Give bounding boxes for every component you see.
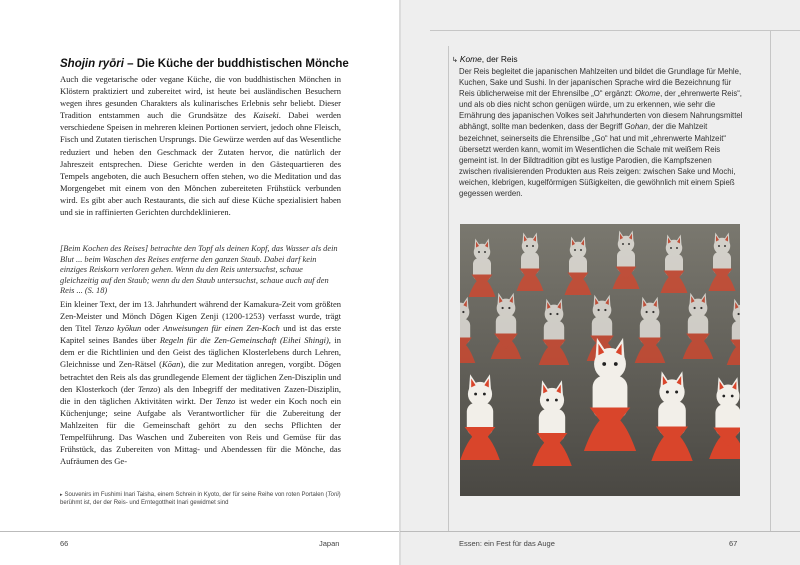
running-footer-section: Japan — [319, 539, 340, 548]
sidebar-top-rule — [430, 30, 800, 31]
sidebar-left-rule — [448, 46, 449, 532]
sidebar-right-rule — [770, 30, 771, 532]
heading-italic: Shojin ryōri — [60, 58, 124, 70]
body-paragraph-1 — [60, 73, 341, 218]
para2-text: Ein kleiner Text, der im 13. Jahrhundert während der Kamakura-Zeit vom größten Zen-Meister und Mönch Dōgen Kigen Zenji (1200-1253) verfasst wurde, trägt den Titel — [60, 299, 341, 334]
photo-caption — [60, 491, 345, 507]
caption-triangle-icon: ▸ — [60, 492, 63, 498]
fox-figurines-photo — [460, 224, 740, 496]
heading-rest: – Die Küche der buddhistischen Mönche — [123, 58, 349, 70]
sidebar-title-italic: Kome — [459, 54, 482, 64]
para2-text: ) als den Inbegriff der meditativen Zazen-Disziplin, die in den täglichen Aktivitäten wirkt. Der — [60, 383, 341, 406]
block-quote: [Beim Kochen des Reises] betrachte den Topf als deinen Kopf, das Wasser als dein Blut ... beim Waschen des Reises entferne den ganzen Staub. Dabei darf kein einziges Reiskorn verloren gehen. Wenn du den Reis untersuchst, schaue gleichzeitig auf den Staub; wenn du den Staub untersuchst, schaue auch auf den Reis ... (S. 18) — [60, 244, 338, 296]
sidebar-text-part: , der „ehrenwerte Reis“, und als ob dies nicht schon genügen würde, um zu erkennen, wie sehr die Ernährung des japanischen Volkes seit Jahrhunderten von diesem Nahrungsmittel abhängt, sollte man bedenken, dass der Begriff — [459, 89, 743, 132]
para2-term: Tenzo kyōkun — [94, 323, 142, 334]
para2-text: und ist das erste Kapitel seines Bandes über — [60, 323, 341, 346]
para2-term: Anweisungen für einen Zen-Koch — [162, 323, 280, 334]
sidebar-text-part: Der Reis begleitet die japanischen Mahlzeiten und bildet die Grundlage für Mehle, Kuchen, Sake und Sushi. In der japanischen Sprache wird die Bezeichnung für Reis üblicherweise mit der Ehrensilbe „O“ ergänzt: — [459, 67, 742, 99]
para1-text: . Dabei werden verschiedene Speisen in mehreren kleinen Portionen serviert, jedoch ohne Fleisch, Fisch und Zutaten tierischen Ursprungs. Die Gewürze werden auf das Wesentliche reduziert und heben den Geschmack der Zutaten hervor, die natürlich der Jahreszeit entsprechen. Diese Gerichte werden in den Gästequartieren des Tempels angeboten, die auch Besuchern offen stehen, wo die Meditation und das Morgengebet mit einem von den Mönchen zubereiteten Frühstück verbunden wird. Es gibt aber auch Restaurants, die sich auf diese Küche spezialisiert haben und sie in raffinierten Gerichten durchdeklinieren. — [60, 110, 341, 218]
para2-text: , in dem er die Richtlinien und den Geist des täglichen Klosterlebens durch Lehren, Gleichnisse und Zen-Rätsel ( — [60, 335, 341, 370]
para2-term: Regeln für die Zen-Gemeinschaft (Eihei Shingi) — [159, 335, 329, 346]
sidebar-term: Okome — [634, 89, 661, 99]
para2-term: Tenzo — [138, 383, 158, 394]
para2-term: Kōan — [161, 359, 181, 370]
para2-term: Tenzo — [215, 395, 236, 406]
para2-text: oder — [141, 323, 163, 334]
sidebar-title-rest: , der Reis — [481, 54, 518, 64]
footer-rule-left — [0, 531, 400, 532]
book-spine — [399, 0, 401, 565]
sidebar-arrow-icon: ↳ — [452, 57, 458, 64]
body-paragraph-2 — [60, 298, 341, 467]
fox-figurines-illustration — [460, 224, 740, 496]
para1-term: Kaiseki — [253, 110, 279, 121]
sidebar-term: Gohan — [624, 122, 648, 132]
page-number-right: 67 — [729, 539, 738, 548]
caption-term: Torii — [327, 492, 339, 498]
footer-rule-right — [400, 531, 800, 532]
page-number-left: 66 — [60, 539, 69, 548]
section-heading — [60, 58, 360, 70]
sidebar-text-part: , der die Mahlzeit bezeichnet, seinerseits die Ehrensilbe „Go“ hat und mit „ehrenwerte Mahlzeit“ übersetzt werden kann, womit im Wesentlichen die Schale mit weißem Reis gemeint ist. In der Bildtradition gibt es lustige Parodien, die Kampfszenen zwischen rivalisierenden Produkten aus Reis zeigen: zwischen Sake und Mochi, weichen, klebrigen, kugelförmigen Süßigkeiten, die gewöhnlich mit einem Spieß gegessen werden. — [459, 122, 736, 199]
para1-text: Auch die vegetarische oder vegane Küche, die von buddhistischen Mönchen in Klöstern praktiziert und zubereitet wird, ist heute bei ausländischen Besuchern wegen ihres gesunden Charakters als kulinarisches Erlebnis sehr beliebt. Dieser Tradition entstammen auch die Grundsätze des — [60, 74, 341, 121]
para2-text: ), die zur Meditation anregen, vorgibt. Dōgen betrachtet den Reis als das grundlegende Element der täglichen Zen-Disziplin und den Klosterkoch (der — [60, 359, 342, 394]
caption-text: Souvenirs im Fushimi Inari Taisha, einem Schrein in Kyoto, der für seine Reihe von roten Portalen ( — [64, 492, 328, 498]
caption-text: ) berühmt ist, der der Reis- und Erntegottheit Inari gewidmet sind — [60, 492, 341, 507]
para2-text: ist weder ein Koch noch ein Küchenjunge; seine Aufgabe als Verantwortlicher für die Zubereitung der Mahlzeiten für die Gemeinschaft gehört zu den sechs Pflichten der Tempelführung. Das Waschen und Zubereiten von Reis und Gemüse für das Frühstück, das Zubereiten von Mittag- und Abendessen für die Mönche, das Aufräumen des Ge- — [60, 395, 341, 467]
running-footer-title: Essen: ein Fest für das Auge — [459, 539, 555, 548]
sidebar-title — [452, 54, 518, 64]
sidebar-text — [459, 66, 743, 199]
